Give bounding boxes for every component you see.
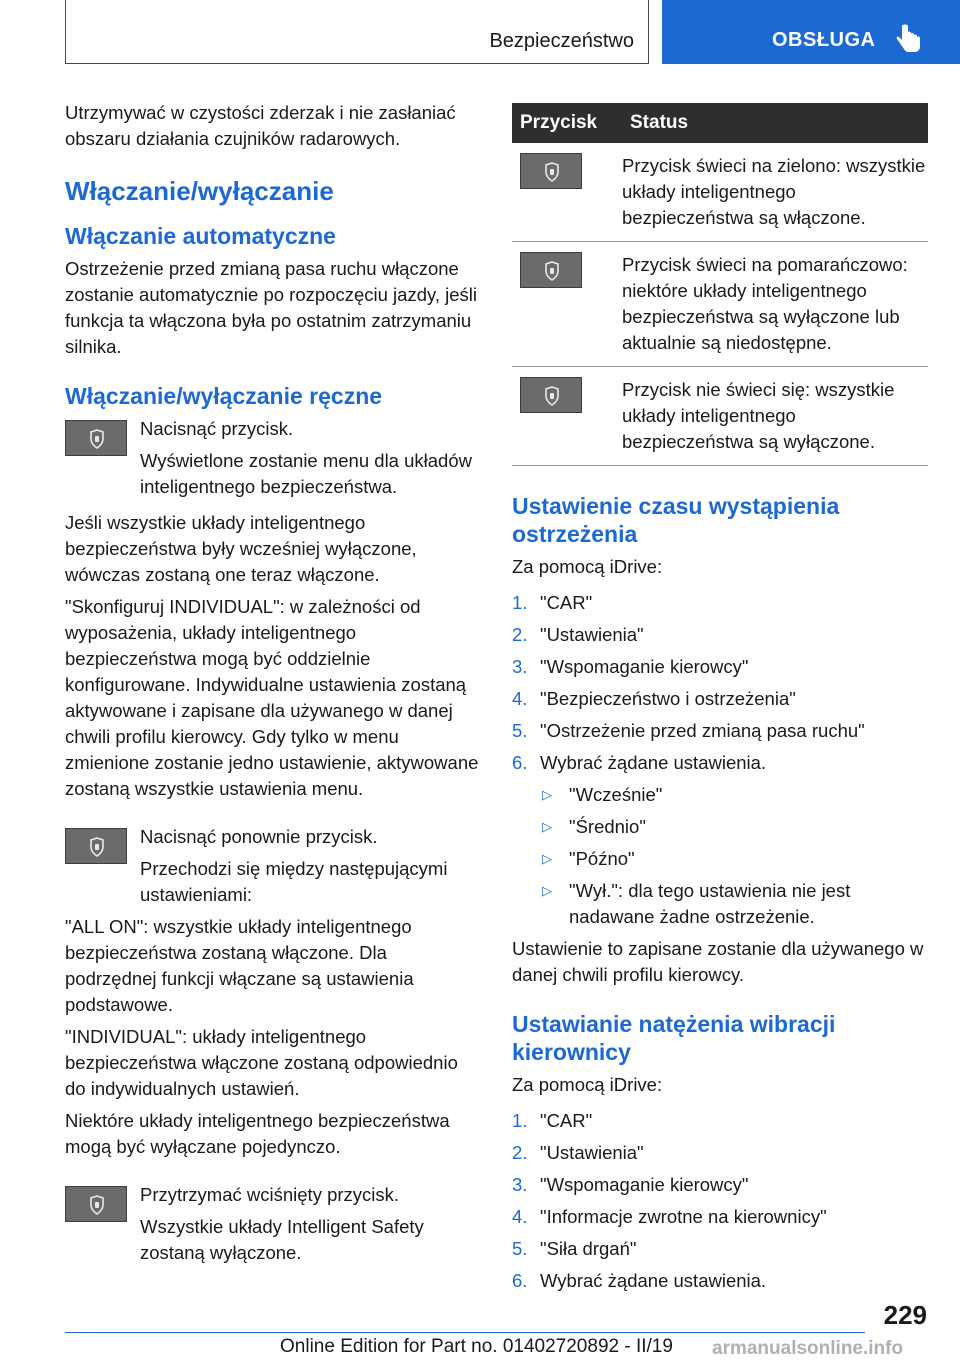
option-item: ▷ "Wył.": dla tego ustawienia nie jest nadawane żadne ostrzeżenie.: [542, 880, 851, 927]
table-row: [512, 143, 928, 242]
heading-automatic: Włączanie automatyczne: [65, 223, 336, 249]
page-number: 229: [883, 1300, 927, 1330]
watermark: armanualsonline.info: [712, 1338, 904, 1359]
option-item: ▷ "Wcześnie": [512, 782, 928, 808]
table-header-row: [512, 103, 928, 143]
intro-paragraph: Utrzymywać w czystości zderzak i nie zasłaniać obszaru działania czujników radarowych.: [65, 102, 456, 149]
chapter-tab: [662, 0, 960, 64]
intelligent-safety-button-icon: [520, 153, 582, 189]
chapter-tab-label: OBSŁUGA: [772, 29, 876, 51]
step3-result: Wszystkie układy Intelligent Safety zostaną wyłączone.: [140, 1216, 424, 1263]
list-item: 5. "Ostrzeżenie przed zmianą pasa ruchu": [512, 720, 865, 741]
list-item: 5. "Siła drgań": [512, 1238, 637, 1259]
step-press-button: [65, 416, 480, 500]
paragraph-individual-config: "Skonfiguruj INDIVIDUAL": w zależności od wyposażenia, układy inteligentnego bezpieczeństwa mogą być oddzielnie konfigurowane. Indywidualne ustawienia zostaną aktywowane i zapisane dla używanego w danej chwili profilu kierowcy. Gdy tylko w menu zmienione zostanie jedno ustawienie, aktywowane zostaną wszystkie ustawienia menu.: [65, 596, 479, 799]
column-header-button: Przycisk: [512, 103, 622, 143]
status-cell: Przycisk świeci na zielono: wszystkie układy inteligentnego bezpieczeństwa są włączone.: [622, 143, 928, 242]
triangle-bullet-icon: ▷: [542, 883, 552, 898]
section-title: Bezpieczeństwo: [489, 30, 634, 52]
status-cell: Przycisk nie świeci się: wszystkie układy inteligentnego bezpieczeństwa są wyłączone.: [622, 367, 928, 466]
table-row: [512, 242, 928, 367]
triangle-bullet-icon: ▷: [542, 819, 552, 834]
step3-action: Przytrzymać wciśnięty przycisk.: [140, 1184, 400, 1205]
warning-time-steps: [512, 590, 928, 776]
step2-action: Nacisnąć ponownie przycisk.: [140, 826, 378, 847]
intelligent-safety-button-icon: [520, 377, 582, 413]
triangle-bullet-icon: ▷: [542, 851, 552, 866]
list-item: 3. "Wspomaganie kierowcy": [512, 1174, 749, 1195]
step1-result-line: [65, 448, 480, 500]
list-item: 4. "Bezpieczeństwo i ostrzeżenia": [512, 688, 796, 709]
button-status-table: [512, 103, 928, 466]
vibration-intro: Za pomocą iDrive:: [512, 1074, 663, 1095]
list-item: 4. "Informacje zwrotne na kierownicy": [512, 1206, 827, 1227]
pointing-hand-icon: [896, 24, 922, 54]
heading-vibration: Ustawianie natężenia wibracji kierownicy: [512, 1011, 836, 1065]
list-item: 6. Wybrać żądane ustawienia.: [512, 752, 767, 773]
right-column: [512, 103, 928, 1300]
intelligent-safety-button-icon: [65, 420, 127, 456]
paragraph-all-off: Jeśli wszystkie układy inteligentnego bezpieczeństwa były wcześniej wyłączone, wówczas zostaną one teraz włączone.: [65, 512, 417, 585]
heading-on-off: Włączanie/wyłączanie: [65, 176, 334, 206]
list-item: 6. Wybrać żądane ustawienia.: [512, 1270, 767, 1291]
intelligent-safety-button-icon: [520, 252, 582, 288]
footer-edition: Online Edition for Part no. 01402720892 - II/19: [280, 1336, 673, 1357]
vibration-steps: [512, 1108, 928, 1294]
list-item: 2. "Ustawienia": [512, 1142, 644, 1163]
header-section-box: [65, 0, 649, 64]
step2-result: Przechodzi się między następującymi ustawieniami:: [140, 858, 448, 905]
warning-time-intro: Za pomocą iDrive:: [512, 556, 663, 577]
option-item: ▷ "Późno": [512, 846, 928, 872]
left-column: [65, 100, 480, 1266]
step1-result: Wyświetlone zostanie menu dla układów inteligentnego bezpieczeństwa.: [140, 450, 472, 497]
column-header-status: Status: [622, 103, 928, 143]
automatic-paragraph: Ostrzeżenie przed zmianą pasa ruchu włączone zostanie automatycznie po rozpoczęciu jazdy, jeśli funkcja ta włączona była po ostatnim zatrzymaniu silnika.: [65, 258, 478, 357]
list-item: 1. "CAR": [512, 1110, 593, 1131]
intelligent-safety-button-icon: [65, 828, 127, 864]
option-item: ▷ "Średnio": [512, 814, 928, 840]
step1-action: Nacisnąć przycisk.: [140, 418, 294, 439]
triangle-bullet-icon: ▷: [542, 787, 552, 802]
step-press-again: [65, 824, 480, 908]
intelligent-safety-button-icon: [65, 1186, 127, 1222]
warning-time-note: Ustawienie to zapisane zostanie dla używanego w danej chwili profilu kierowcy.: [512, 938, 924, 985]
list-item: 3. "Wspomaganie kierowcy": [512, 656, 749, 677]
paragraph-individual: "INDIVIDUAL": układy inteligentnego bezpieczeństwa włączone zostaną odpowiednio do indywidualnych ustawień.: [65, 1026, 458, 1099]
heading-warning-time: Ustawienie czasu wystąpienia ostrzeżenia: [512, 493, 840, 547]
list-item: 2. "Ustawienia": [512, 624, 644, 645]
table-row: [512, 367, 928, 466]
list-item: 1. "CAR": [512, 592, 593, 613]
paragraph-all-on: "ALL ON": wszystkie układy inteligentnego bezpieczeństwa zostaną włączone. Dla podrzędnej funkcji włączane są ustawienia podstawowe.: [65, 916, 414, 1015]
footer-divider: [65, 1332, 865, 1333]
step-hold-button: [65, 1182, 480, 1266]
paragraph-single: Niektóre układy inteligentnego bezpieczeństwa mogą być wyłączane pojedynczo.: [65, 1110, 450, 1157]
status-cell: Przycisk świeci na pomarańczowo: niektóre układy inteligentnego bezpieczeństwa są wyłączone lub aktualnie są niedostępne.: [622, 242, 928, 367]
heading-manual: Włączanie/wyłączanie ręczne: [65, 383, 383, 409]
